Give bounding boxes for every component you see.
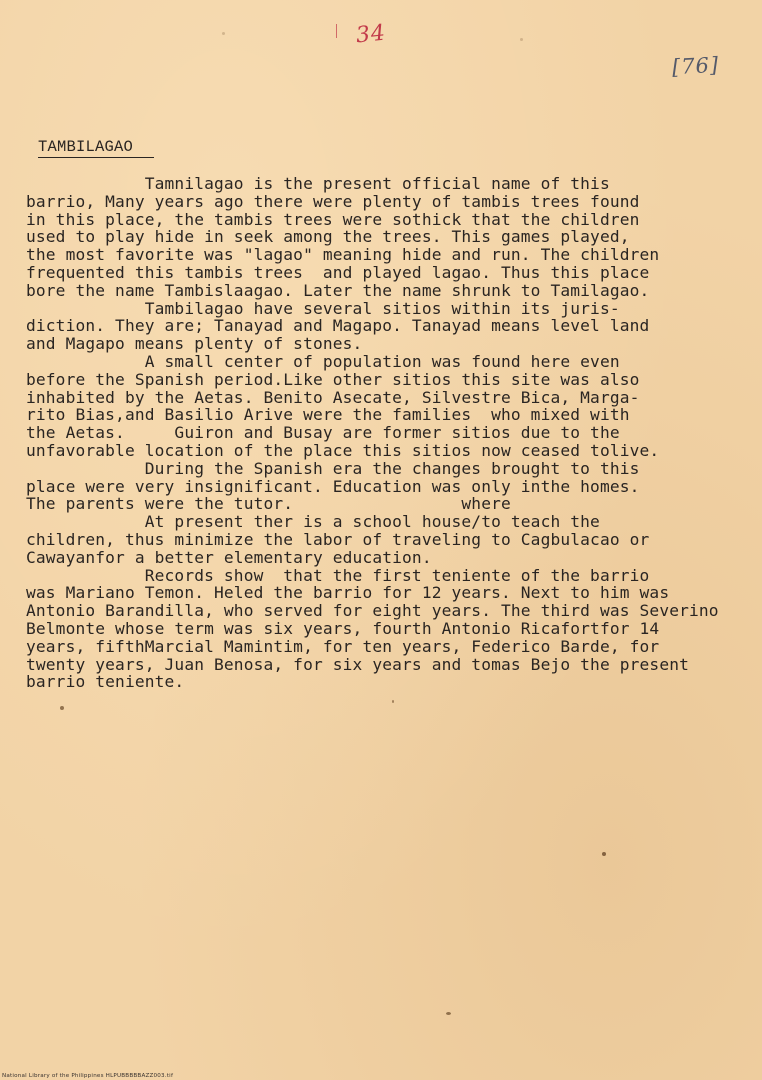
document-body [26,175,762,691]
paper-spot [602,852,606,856]
body-line: barrio teniente. [26,672,185,692]
body-line: years, fifthMarcial Mamintim, for ten years, Federico Barde, for [26,636,660,656]
body-line: Antonio Barandilla, who served for eight years. The third was Severino [26,601,719,621]
body-line: barrio, Many years ago there were plenty of tambis trees found [26,191,640,211]
body-line: Belmonte whose term was six years, fourth Antonio Ricafortfor 14 [26,618,660,638]
body-line: Tamnilagao is the present official name of this [26,174,610,193]
body-line: the Aetas. Guiron and Busay are former sitios due to the [26,423,620,443]
body-line: At present ther is a school house/to teach the [26,512,600,532]
body-line: and Magapo means plenty of stones. [26,334,363,354]
body-line: in this place, the tambis trees were sothick that the children [26,209,640,229]
pencil-mark [336,24,337,38]
body-line: place were very insignificant. Education was only inthe homes. [26,476,640,496]
body-line: children, thus minimize the labor of traveling to Cagbulacao or [26,529,650,549]
paper-spot [222,32,225,35]
library-footer: National Library of the Philippines HLPUBBBBBAZZ003.tif [2,1073,174,1079]
body-line: frequented this tambis trees and played lagao. Thus this place [26,262,650,282]
paper-spot [392,700,394,703]
body-line: the most favorite was "lagao" meaning hide and run. The children [26,245,660,265]
body-line: Cawayanfor a better elementary education. [26,547,432,567]
body-line: bore the name Tambislaagao. Later the name shrunk to Tamilagao. [26,280,650,300]
paper-spot [446,1012,451,1015]
body-line: before the Spanish period.Like other sitios this site was also [26,369,640,389]
paper-spot [520,38,523,41]
body-line: inhabited by the Aetas. Benito Asecate, Silvestre Bica, Marga- [26,387,640,407]
body-line: twenty years, Juan Benosa, for six years and tomas Bejo the present [26,654,690,674]
body-line: During the Spanish era the changes brought to this [26,458,640,478]
paper-spot [60,706,64,710]
body-line: rito Bias,and Basilio Arive were the families who mixed with [26,405,630,425]
body-line: diction. They are; Tanayad and Magapo. Tanayad means level land [26,316,650,336]
body-line: Tambilagao have several sitios within its juris- [26,298,620,318]
body-line: unfavorable location of the place this sitios now ceased tolive. [26,440,660,460]
document-title: TAMBILAGAO [38,138,154,158]
body-line: used to play hide in seek among the trees. This games played, [26,227,630,247]
body-line: Records show that the first teniente of the barrio [26,565,650,585]
body-line: The parents were the tutor. where [26,494,511,514]
page-number: 34 [354,20,388,49]
body-line: A small center of population was found here even [26,351,620,371]
body-line: was Mariano Temon. Heled the barrio for 12 years. Next to him was [26,583,670,603]
archive-number: [76] [671,52,720,80]
